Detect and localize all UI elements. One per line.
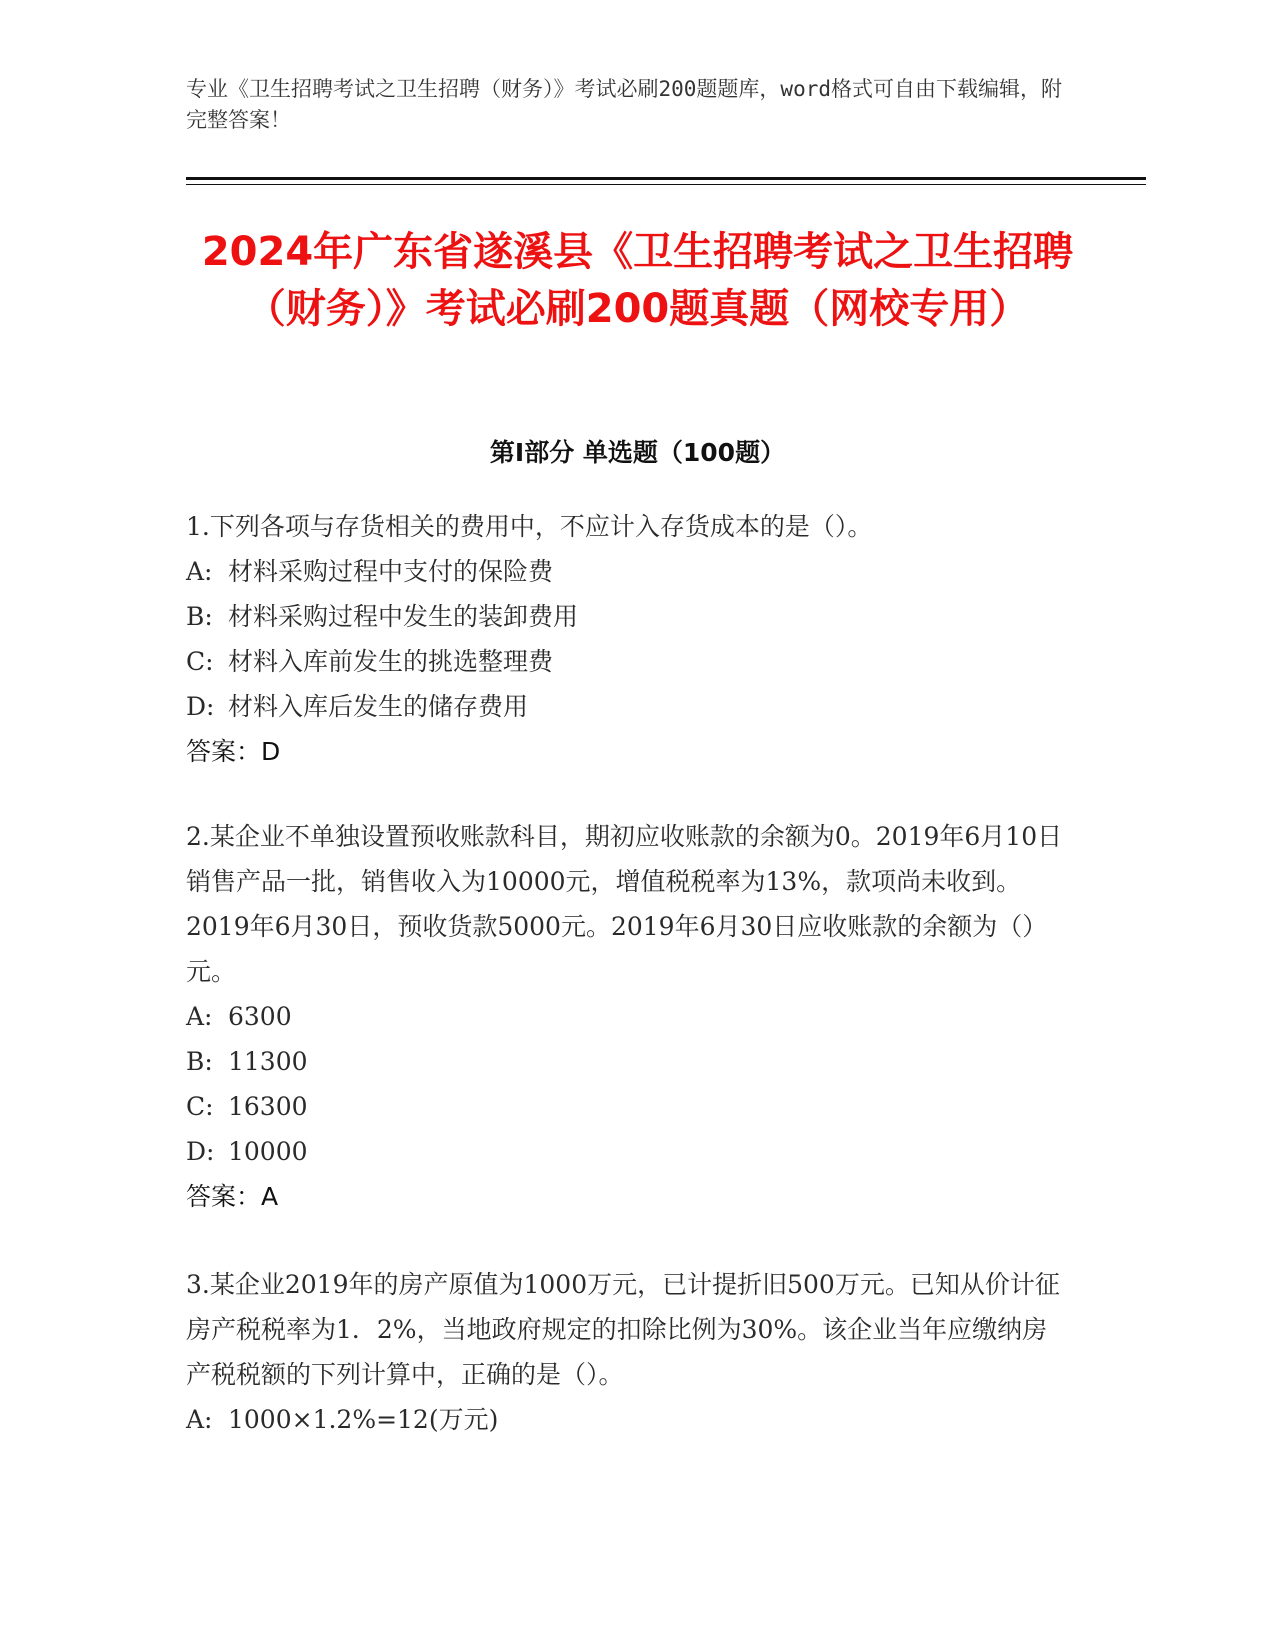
section-title: 第I部分 单选题（100题） (489, 438, 786, 467)
question-stem: 3.某企业2019年的房产原值为1000万元，已计提折旧500万元。已知从价计征房产税税率为1．2%，当地政府规定的扣除比例为30%。该企业当年应缴纳房产税税额的下列计算中，正确的是（）。 (186, 1270, 1060, 1389)
option-text: 材料采购过程中发生的装卸费用 (228, 602, 579, 631)
option-text: 11300 (228, 1047, 308, 1076)
question-stem: 1.下列各项与存货相关的费用中，不应计入存货成本的是（）。 (186, 512, 873, 541)
question-stem: 2.某企业不单独设置预收账款科目，期初应收账款的余额为0。2019年6月10日销售产品一批，销售收入为10000元，增值税税率为13%，款项尚未收到。2019年6月30日，预收货款5000元。2019年6月30日应收账款的余额为（）元。 (186, 822, 1063, 986)
option-letter: C: (186, 647, 214, 676)
option-letter: C: (186, 1092, 214, 1121)
option-letter: A: (186, 1002, 213, 1031)
question-3 (186, 1262, 1066, 1442)
option-d (186, 684, 1066, 729)
option-text: 6300 (228, 1002, 292, 1031)
question-2 (186, 814, 1066, 1219)
option-text: 16300 (228, 1092, 308, 1121)
answer-line: 答案：D (186, 737, 281, 766)
option-text: 1000×1.2%=12(万元) (228, 1405, 499, 1434)
option-text: 材料采购过程中支付的保险费 (228, 557, 554, 586)
answer-line: 答案：A (186, 1182, 279, 1211)
option-letter: A: (186, 1405, 213, 1434)
option-b (186, 594, 1066, 639)
header-note: 专业《卫生招聘考试之卫生招聘（财务）》考试必刷200题题库，word格式可自由下载编辑，附完整答案！ (186, 77, 1062, 132)
option-letter: A: (186, 557, 213, 586)
option-c (186, 1084, 1066, 1129)
option-letter: D: (186, 692, 215, 721)
option-letter: D: (186, 1137, 215, 1166)
option-letter: B: (186, 602, 213, 631)
option-a (186, 549, 1066, 594)
option-b (186, 1039, 1066, 1084)
option-c (186, 639, 1066, 684)
header-rule-thin (186, 184, 1146, 185)
option-letter: B: (186, 1047, 213, 1076)
header-rule-thick (186, 177, 1146, 180)
option-text: 10000 (228, 1137, 308, 1166)
option-text: 材料入库后发生的储存费用 (228, 692, 529, 721)
option-text: 材料入库前发生的挑选整理费 (228, 647, 554, 676)
option-a (186, 1397, 1066, 1442)
question-1 (186, 504, 1066, 774)
option-d (186, 1129, 1066, 1174)
option-a (186, 994, 1066, 1039)
document-title: 2024年广东省遂溪县《卫生招聘考试之卫生招聘（财务）》考试必刷200题真题（网校专用） (201, 229, 1074, 332)
